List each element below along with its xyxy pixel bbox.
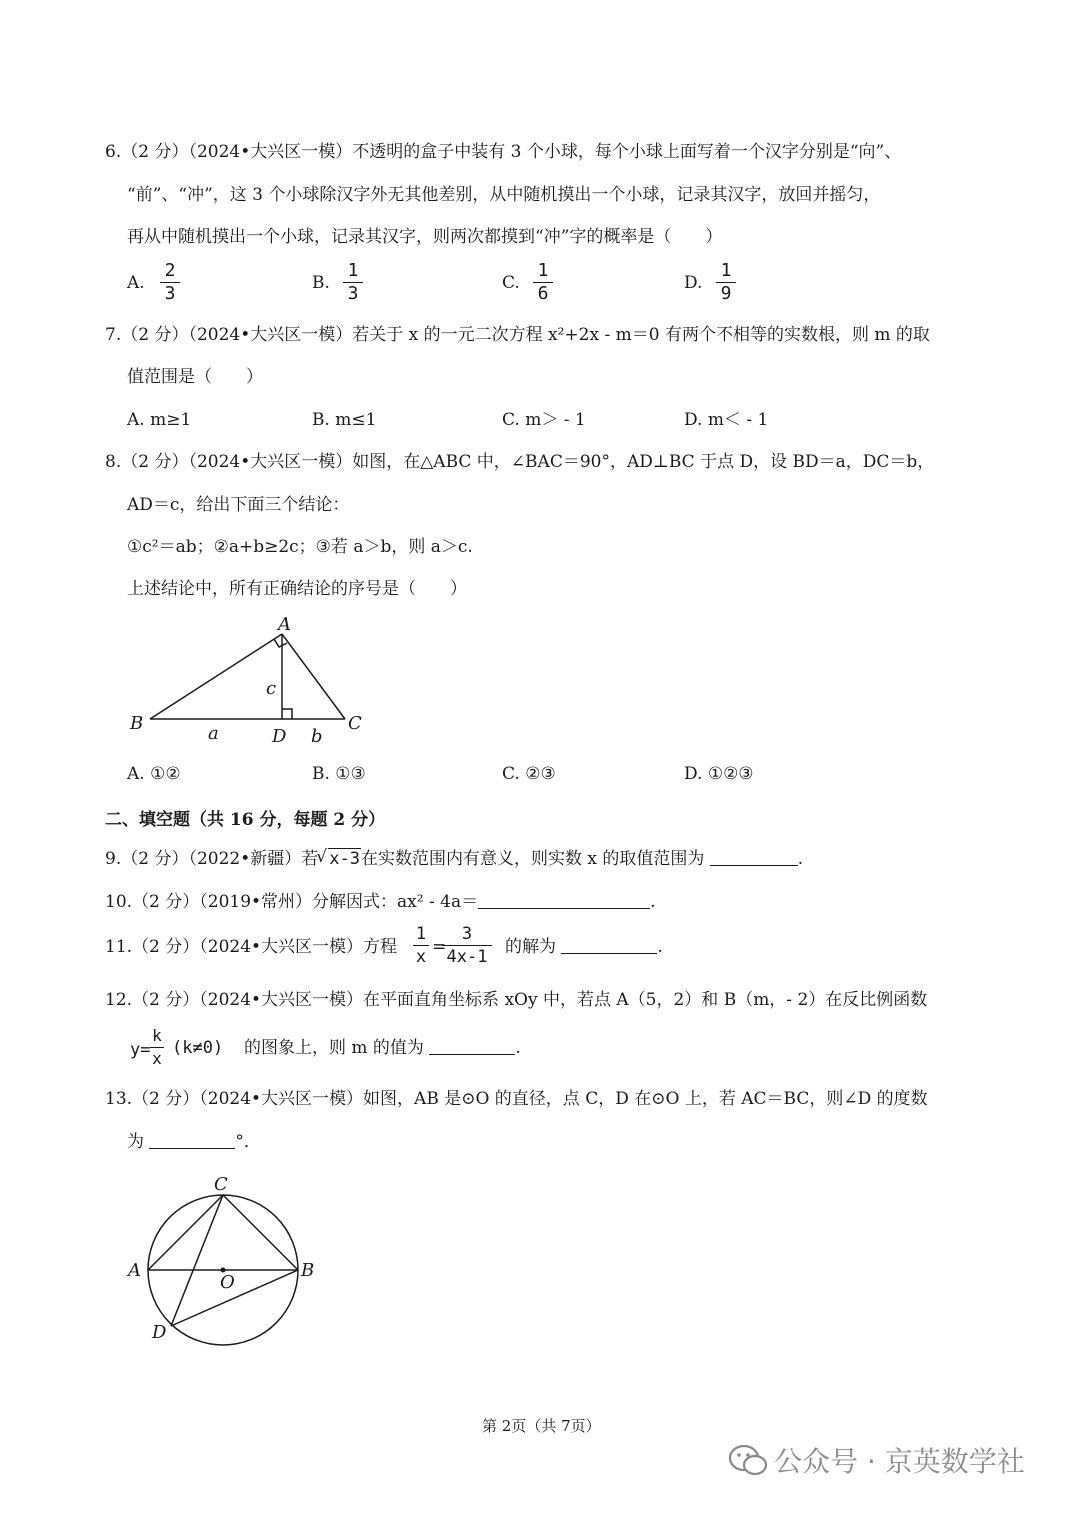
chord-bc (223, 1195, 298, 1270)
page-footer: 第 2页（共 7页） (482, 1417, 601, 1435)
q8-option-d: D. ①②③ (684, 764, 754, 784)
label-segment-a: a (208, 723, 219, 744)
q6-option-d-label: D. (684, 273, 703, 293)
q12-y-eq: y= (130, 1040, 151, 1060)
segment-ab (150, 634, 282, 719)
wechat-icon (728, 1443, 770, 1479)
right-angle-mark-d (282, 709, 292, 719)
label-o-center: O (220, 1272, 235, 1293)
q8-line4: 上述结论中，所有正确结论的序号是（ ） (127, 579, 467, 599)
q8-triangle-figure (120, 612, 380, 752)
q12-k-over-x: k x (150, 1026, 164, 1069)
chord-ac (148, 1195, 223, 1270)
label-d-point: D (152, 1322, 167, 1343)
label-a-point: A (128, 1260, 141, 1281)
q13-circle-figure (120, 1168, 330, 1348)
q11-equals: = (432, 937, 447, 957)
q11-line: 11.（2 分）（2024•大兴区一模）方程 的解为 . (105, 937, 663, 957)
watermark-text: 公众号 · 京英数学社 (774, 1445, 1025, 1478)
label-b-point: B (301, 1260, 315, 1281)
q9-answer-blank[interactable] (710, 847, 798, 866)
q6-line3: 再从中随机摸出一个小球，记录其汉字，则两次都摸到“冲”字的概率是（ ） (127, 227, 723, 247)
q6-option-b-label: B. (312, 273, 330, 293)
q7-line2: 值范围是（ ） (127, 367, 263, 387)
label-a-vertex: A (278, 614, 291, 635)
q11-answer-blank[interactable] (561, 935, 657, 954)
q8-line2: AD＝c，给出下面三个结论： (127, 495, 350, 515)
label-c-vertex: C (348, 713, 362, 734)
q6-option-d-fraction: 1 9 (716, 261, 736, 304)
label-segment-c: c (266, 678, 277, 699)
q8-line3: ①c²＝ab；②a+b≥2c；③若 a＞b，则 a＞c. (127, 537, 473, 557)
q8-option-a: A. ①② (127, 764, 181, 784)
q9-radical: √ x-3 (316, 847, 360, 869)
label-c-point: C (214, 1174, 228, 1195)
q8-option-b: B. ①③ (312, 764, 366, 784)
segment-ac (282, 634, 345, 719)
q10-line: 10.（2 分）（2019•常州）分解因式：ax² - 4a＝ . (105, 892, 656, 912)
q7-line1: 7.（2 分）（2024•大兴区一模）若关于 x 的一元二次方程 x²+2x - m＝0 有两个不相等的实数根，则 m 的取 (105, 325, 930, 345)
q7-option-b: B. m≤1 (312, 410, 377, 430)
section-heading: 二、填空题（共 16 分，每题 2 分） (105, 810, 386, 830)
q11-fraction-2: 3 4x-1 (442, 924, 492, 967)
q13-line2: 为 °． (127, 1132, 261, 1152)
q8-option-c: C. ②③ (502, 764, 556, 784)
q7-option-c: C. m＞ - 1 (502, 410, 586, 430)
q6-line2: “前”、“冲”，这 3 个小球除汉字外无其他差别，从中随机摸出一个小球，记录其汉字，放回并摇匀， (127, 185, 881, 205)
label-segment-b: b (311, 726, 323, 747)
q7-option-d: D. m＜ - 1 (684, 410, 769, 430)
q6-line1: 6.（2 分）（2024•大兴区一模）不透明的盒子中装有 3 个小球，每个小球上面写着一个汉字分别是“向”、 (105, 142, 902, 162)
q6-option-c-fraction: 1 6 (533, 261, 553, 304)
q6-option-b-fraction: 1 3 (343, 261, 363, 304)
q13-line1: 13.（2 分）（2024•大兴区一模）如图，AB 是⊙O 的直径，点 C，D 在⊙O 上，若 AC＝BC，则∠D 的度数 (105, 1089, 928, 1109)
label-d-point: D (272, 726, 287, 747)
q7-option-a: A. m≥1 (127, 410, 192, 430)
q12-condition: (k≠0) (172, 1038, 224, 1058)
q6-option-c-label: C. (502, 273, 520, 293)
q12-line2: 的图象上，则 m 的值为 . (244, 1038, 521, 1058)
q13-answer-blank[interactable] (149, 1130, 235, 1149)
right-angle-mark-a (274, 639, 287, 647)
q6-option-a-label: A. (127, 273, 145, 293)
q10-answer-blank[interactable] (478, 890, 650, 909)
q12-line1: 12.（2 分）（2024•大兴区一模）在平面直角坐标系 xOy 中，若点 A（5，2）和 B（m，- 2）在反比例函数 (105, 990, 928, 1010)
q12-answer-blank[interactable] (429, 1036, 515, 1055)
q8-line1: 8.（2 分）（2024•大兴区一模）如图，在△ABC 中，∠BAC＝90°，AD⊥BC 于点 D，设 BD＝a，DC＝b， (105, 452, 935, 472)
q9-line: 9.（2 分）（2022•新疆）若 √ x-3在实数范围内有意义，则实数 x 的取值范围为 . (105, 847, 804, 869)
label-b-vertex: B (130, 713, 144, 734)
q11-fraction-1: 1 x (413, 924, 429, 967)
q6-option-a-fraction: 2 3 (160, 261, 180, 304)
